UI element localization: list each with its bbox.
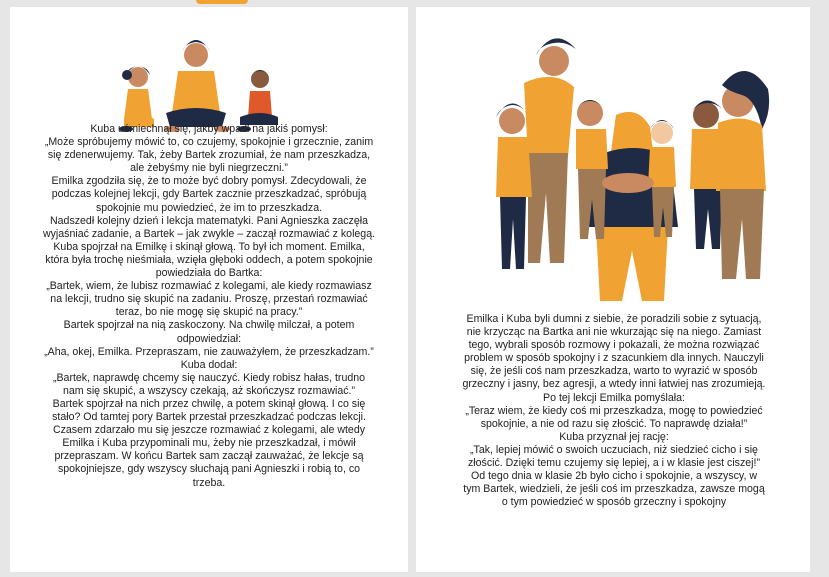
- text-line: się zdenerwujemy. Tak, żeby Bartek zrozumiał, że nam przeszkadza,: [47, 149, 371, 162]
- story-text-left: [20, 123, 398, 490]
- text-line: przepraszam. W końcu Bartek sam zaczął zauważać, że lekcje są: [54, 450, 364, 463]
- text-line: teraz, bo nie mogę się skupić na pracy.”: [115, 306, 303, 319]
- text-line: się, że jeśli coś nam przeszkadza, warto to wyrazić w sposób: [470, 365, 758, 378]
- text-line: „Aha, okej, Emilka. Przepraszam, nie zauważyłem, że przeszkadzam.”: [44, 345, 374, 358]
- text-line: „Może spróbujemy mówić to, co czujemy, spokojnie i grzecznie, zanim: [44, 136, 374, 149]
- text-line: grzeczny i jasny, bez agresji, a wtedy inni łatwiej nas zrozumieją.: [462, 378, 766, 391]
- text-line: spokojnie, a nie od razu się złościć. To naprawdę działa!”: [480, 417, 748, 430]
- group-hands-illustration: [466, 25, 776, 307]
- text-line: odpowiedział:: [176, 332, 242, 345]
- text-line: trzeba.: [192, 476, 226, 489]
- text-line: tego, wybrali sposób rozmowy i pokazali, że można rozwiązać: [468, 339, 760, 352]
- text-line: powiedziała do Bartka:: [155, 267, 263, 280]
- text-line: Kuba dodał:: [180, 358, 238, 371]
- text-line: wyjaśniać zadanie, a Bartek – jak zwykle – zaczął rozmawiać z kolegą.: [42, 227, 376, 240]
- text-line: tym Bartek, wiedzieli, że jeśli coś im przeszkadza, zawsze mogą: [463, 483, 765, 496]
- text-line: Kuba spojrzał na Emilkę i skinął głową. To był ich moment. Emilka,: [53, 240, 365, 253]
- text-line: stało? Od tamtej pory Bartek przestał przeszkadzać podczas lekcji.: [52, 411, 366, 424]
- text-line: spokojniejsze, gdy wszyscy słuchają pani Agnieszki i robią to, co: [57, 463, 361, 476]
- text-line: Emilka zgodziła się, że to może być dobry pomysł. Zdecydowali, że: [51, 175, 367, 188]
- text-line: na lekcji, trudno się skupić na zadaniu. Proszę, przestań rozmawiać: [50, 293, 368, 306]
- text-line: „Teraz wiem, że kiedy coś mi przeszkadza, mogę to powiedzieć: [465, 404, 763, 417]
- text-line: Emilka i Kuba byli dumni z siebie, że poradzili sobie z sytuacją,: [466, 313, 762, 325]
- page-right: [416, 7, 810, 572]
- top-tab-accent: [196, 0, 248, 4]
- text-line: spokojnie mu powiedzieć, że im to przeszkadza.: [95, 201, 323, 214]
- text-line: „Bartek, wiem, że lubisz rozmawiać z kolegami, ale kiedy rozmawiasz: [46, 280, 372, 293]
- text-line: nam się skupić, a wszyscy czekają, aż skończysz rozmawiać.”: [62, 384, 355, 397]
- text-line: złościć. Dzięki temu czujemy się lepiej, a i w klasie jest ciszej!”: [467, 457, 760, 470]
- text-line: „Bartek, naprawdę chcemy się nauczyć. Kiedy robisz hałas, trudno: [52, 371, 366, 384]
- text-line: Nadszedł kolejny dzień i lekcja matematyki. Pani Agnieszka zaczęła: [50, 214, 368, 227]
- text-line: Po tej lekcji Emilka pomyślała:: [543, 391, 685, 404]
- text-line: Bartek spojrzał na nich przez chwilę, a potem skinął głową. I co się: [52, 397, 366, 410]
- story-text-right: [434, 313, 794, 509]
- text-line: Kuba przyznał jej rację:: [559, 430, 669, 443]
- text-line: nie krzycząc na Bartka ani nie wkurzając się na niego. Zamiast: [466, 326, 762, 339]
- text-line: Czasem zdarzało mu się jeszcze rozmawiać z kolegami, ale wtedy: [52, 424, 366, 437]
- page-left: [10, 7, 408, 572]
- text-line: ale żebyśmy nie byli niegrzeczni.”: [130, 162, 288, 175]
- text-line: która była trochę nieśmiała, wzięła głęboki oddech, a potem spokojnie: [45, 253, 373, 266]
- text-line: Od tego dnia w klasie 2b było cicho i spokojnie, a wszyscy, w: [471, 470, 757, 483]
- text-line: problem w sposób spokojny i z szacunkiem dla innych. Nauczyli: [464, 352, 764, 365]
- text-line: o tym powiedzieć w sposób grzeczny i spokojny: [501, 496, 727, 509]
- text-line: Bartek spojrzał na nią zaskoczony. Na chwilę milczał, a potem: [63, 319, 355, 332]
- text-line: podczas kolejnej lekcji, gdy Bartek zacznie przeszkadzać, spróbują: [51, 188, 367, 201]
- text-line: „Tak, lepiej mówić o swoich uczuciach, niż siedzieć cicho i się: [470, 443, 758, 456]
- text-line: Kuba uśmiechnął się, jakby wpadł na jakiś pomysł:: [90, 123, 328, 135]
- text-line: Emilka i Kuba przypominali mu, żeby nie przeszkadzał, i mówił: [62, 437, 356, 450]
